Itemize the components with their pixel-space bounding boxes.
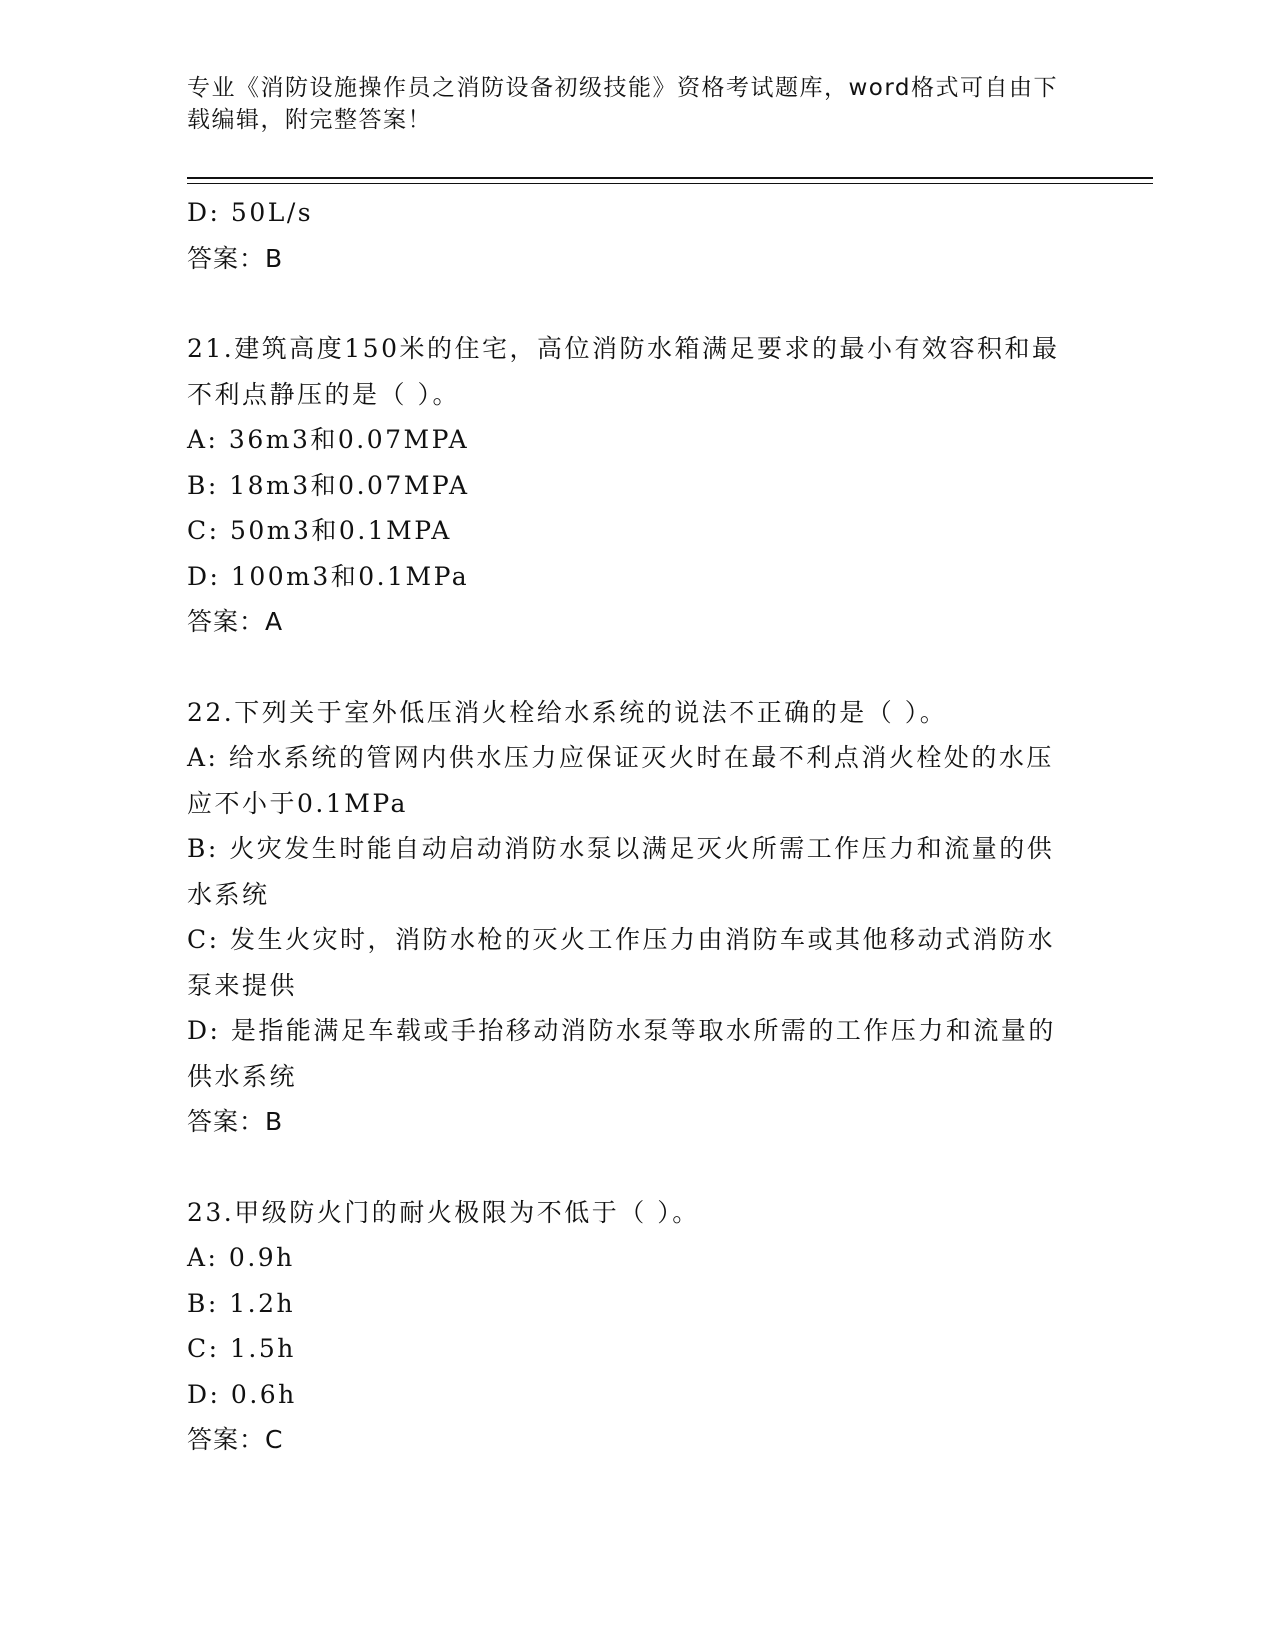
answer-line: 答案：B <box>187 1107 284 1136</box>
option-b: B: 18m3和0.07MPA <box>187 470 470 500</box>
option-b: B: 火灾发生时能自动启动消防水泵以满足灭火所需工作压力和流量的供水系统 <box>187 834 1055 909</box>
option-d: D: 100m3和0.1MPa <box>187 561 470 591</box>
header-divider-thick <box>187 177 1153 179</box>
question-stem: 21.建筑高度150米的住宅，高位消防水箱满足要求的最小有效容积和最不利点静压的是（ ）。 <box>187 334 1060 409</box>
answer-line: 答案：A <box>187 607 284 636</box>
header-text: 专业《消防设施操作员之消防设备初级技能》资格考试题库，word格式可自由下载编辑，附完整答案！ <box>187 75 1059 133</box>
option-d: D: 0.6h <box>187 1379 297 1409</box>
question-22 <box>187 690 1067 1145</box>
page-header <box>187 72 1067 136</box>
option-a: A: 36m3和0.07MPA <box>187 425 470 454</box>
option-c: C: 发生火灾时，消防水枪的灭火工作压力由消防车或其他移动式消防水泵来提供 <box>187 925 1056 1000</box>
answer-line: 答案：B <box>187 243 284 273</box>
spacer <box>187 1145 1067 1190</box>
option-a: A: 0.9h <box>187 1243 295 1272</box>
spacer <box>187 645 1067 690</box>
question-23 <box>187 1190 1067 1463</box>
spacer <box>187 281 1067 326</box>
option-c: C: 50m3和0.1MPA <box>187 516 452 545</box>
option-a: A: 给水系统的管网内供水压力应保证灭火时在最不利点消火栓处的水压应不小于0.1MPa <box>187 743 1054 818</box>
option-d: D: 50L/s <box>187 198 314 227</box>
document-body <box>187 190 1067 1463</box>
question-stem: 22.下列关于室外低压消火栓给水系统的说法不正确的是（ ）。 <box>187 697 948 727</box>
answer-line: 答案：C <box>187 1425 284 1454</box>
header-divider-thin <box>187 183 1153 184</box>
question-21 <box>187 326 1067 645</box>
question-stem: 23.甲级防火门的耐火极限为不低于（ ）。 <box>187 1197 700 1227</box>
previous-question-tail <box>187 190 1067 281</box>
option-b: B: 1.2h <box>187 1288 296 1318</box>
option-d: D: 是指能满足车载或手抬移动消防水泵等取水所需的工作压力和流量的供水系统 <box>187 1016 1056 1091</box>
option-c: C: 1.5h <box>187 1334 296 1363</box>
